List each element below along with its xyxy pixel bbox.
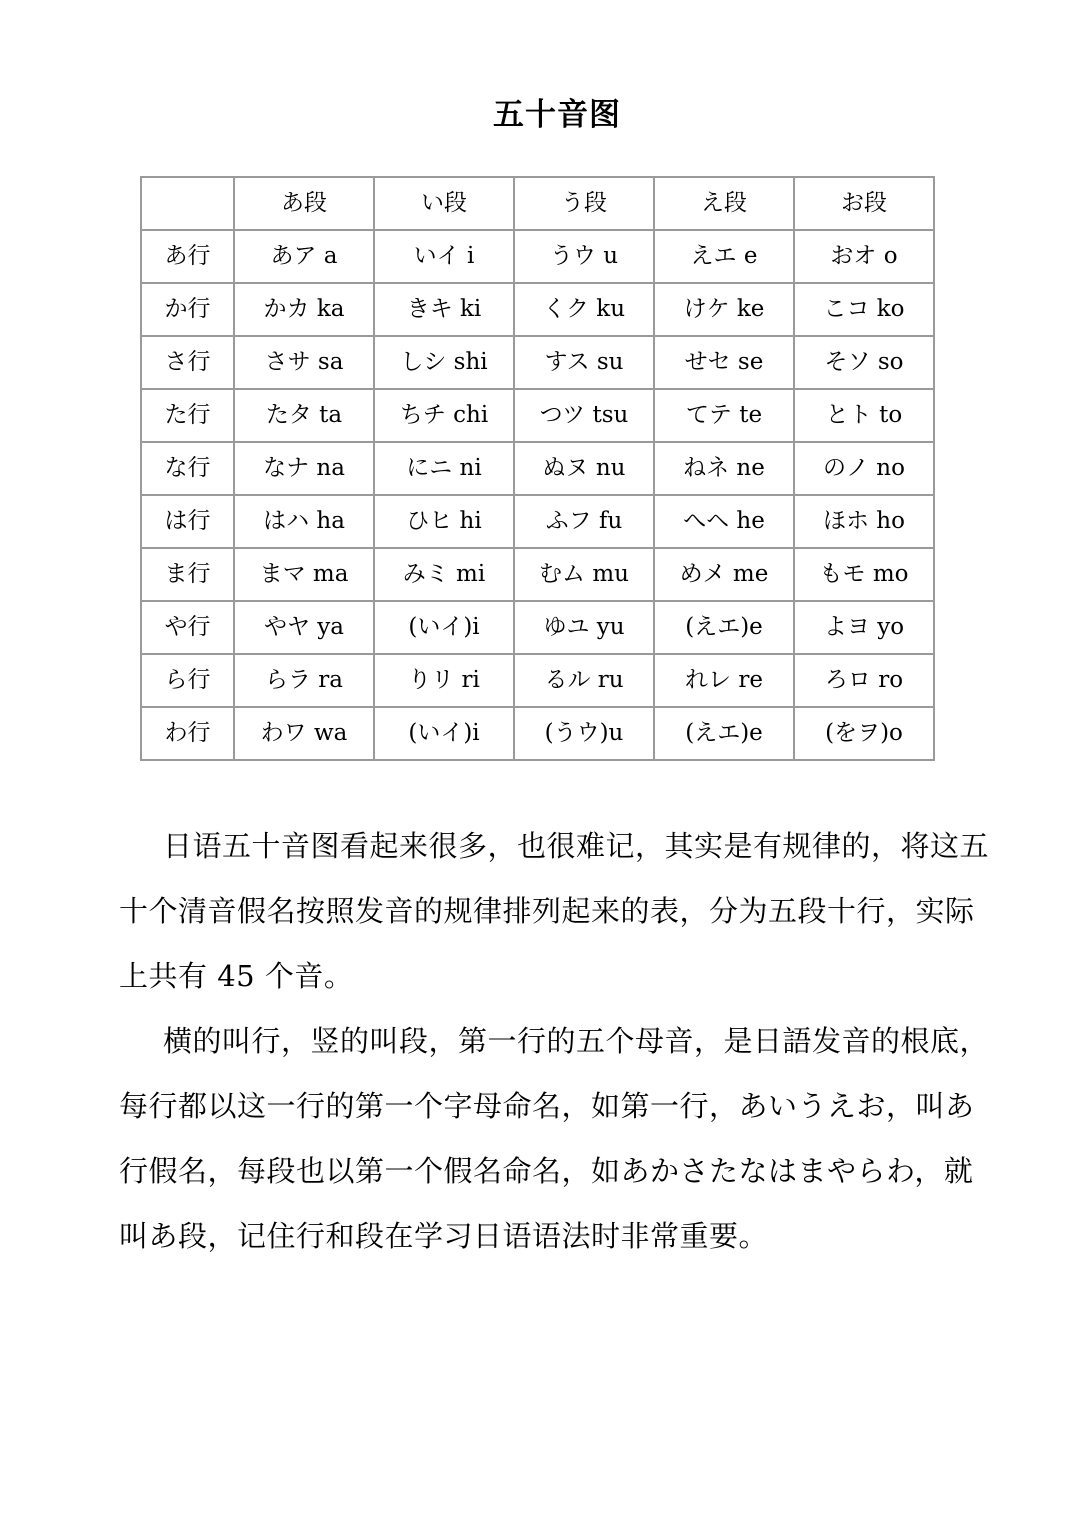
table-cell: なナ na — [234, 442, 374, 495]
table-cell: のノ no — [794, 442, 934, 495]
table-cell: うウ u — [514, 230, 654, 283]
table-row — [141, 442, 934, 495]
row-header: や行 — [141, 601, 234, 654]
table-cell: ひヒ hi — [374, 495, 514, 548]
table-cell: (えエ)e — [654, 707, 794, 760]
table-cell: とト to — [794, 389, 934, 442]
table-cell: にニ ni — [374, 442, 514, 495]
table-cell: ほホ ho — [794, 495, 934, 548]
table-cell: すス su — [514, 336, 654, 389]
row-header: は行 — [141, 495, 234, 548]
table-cell: (えエ)e — [654, 601, 794, 654]
table-cell: きキ ki — [374, 283, 514, 336]
table-row — [141, 389, 934, 442]
table-cell: むム mu — [514, 548, 654, 601]
table-row — [141, 548, 934, 601]
table-row — [141, 495, 934, 548]
table-cell: もモ mo — [794, 548, 934, 601]
table-cell: めメ me — [654, 548, 794, 601]
table-cell: かカ ka — [234, 283, 374, 336]
table-cell: わワ wa — [234, 707, 374, 760]
table-cell: ふフ fu — [514, 495, 654, 548]
table-cell: やヤ ya — [234, 601, 374, 654]
table-row — [141, 601, 934, 654]
column-header: う段 — [514, 177, 654, 230]
table-cell: たタ ta — [234, 389, 374, 442]
table-cell: ねネ ne — [654, 442, 794, 495]
column-header: お段 — [794, 177, 934, 230]
table-cell: いイ i — [374, 230, 514, 283]
table-cell: しシ shi — [374, 336, 514, 389]
table-cell: りリ ri — [374, 654, 514, 707]
table-row — [141, 230, 934, 283]
body-paragraph: 日语五十音图看起来很多，也很难记，其实是有规律的，将这五十个清音假名按照发音的规律排列起来的表，分为五段十行，实际上共有 45 个音。 — [119, 829, 990, 993]
gojuon-table — [140, 176, 935, 761]
table-cell: えエ e — [654, 230, 794, 283]
table-cell: (をヲ)o — [794, 707, 934, 760]
row-header: あ行 — [141, 230, 234, 283]
row-header: さ行 — [141, 336, 234, 389]
column-header: え段 — [654, 177, 794, 230]
table-corner-cell — [141, 177, 234, 230]
table-cell: はハ ha — [234, 495, 374, 548]
table-cell: ちチ chi — [374, 389, 514, 442]
table-cell: (いイ)i — [374, 707, 514, 760]
table-cell: あア a — [234, 230, 374, 283]
table-cell: けケ ke — [654, 283, 794, 336]
column-header: い段 — [374, 177, 514, 230]
table-row — [141, 654, 934, 707]
table-row — [141, 283, 934, 336]
table-cell: こコ ko — [794, 283, 934, 336]
row-header: た行 — [141, 389, 234, 442]
table-cell: みミ mi — [374, 548, 514, 601]
row-header: か行 — [141, 283, 234, 336]
table-cell: へヘ he — [654, 495, 794, 548]
body-paragraph: 横的叫行，竖的叫段，第一行的五个母音，是日語发音的根底，每行都以这一行的第一个字母命名，如第一行，あいうえお，叫あ行假名，每段也以第一个假名命名，如あかさたなはまやらわ，就叫あ段，记住行和段在学习日语语法时非常重要。 — [119, 1024, 990, 1253]
table-cell: まマ ma — [234, 548, 374, 601]
table-cell: (いイ)i — [374, 601, 514, 654]
table-cell: るル ru — [514, 654, 654, 707]
table-row — [141, 707, 934, 760]
table-cell: てテ te — [654, 389, 794, 442]
table-cell: おオ o — [794, 230, 934, 283]
row-header: ま行 — [141, 548, 234, 601]
table-cell: らラ ra — [234, 654, 374, 707]
table-cell: (うウ)u — [514, 707, 654, 760]
table-cell: れレ re — [654, 654, 794, 707]
table-row — [141, 336, 934, 389]
table-cell: ぬヌ nu — [514, 442, 654, 495]
table-cell: ゆユ yu — [514, 601, 654, 654]
row-header: な行 — [141, 442, 234, 495]
page-title: 五十音图 — [493, 97, 621, 133]
column-header: あ段 — [234, 177, 374, 230]
table-cell: くク ku — [514, 283, 654, 336]
table-cell: そソ so — [794, 336, 934, 389]
table-header-row — [141, 177, 934, 230]
table-cell: つツ tsu — [514, 389, 654, 442]
table-cell: ろロ ro — [794, 654, 934, 707]
table-cell: さサ sa — [234, 336, 374, 389]
table-cell: せセ se — [654, 336, 794, 389]
row-header: わ行 — [141, 707, 234, 760]
row-header: ら行 — [141, 654, 234, 707]
table-cell: よヨ yo — [794, 601, 934, 654]
